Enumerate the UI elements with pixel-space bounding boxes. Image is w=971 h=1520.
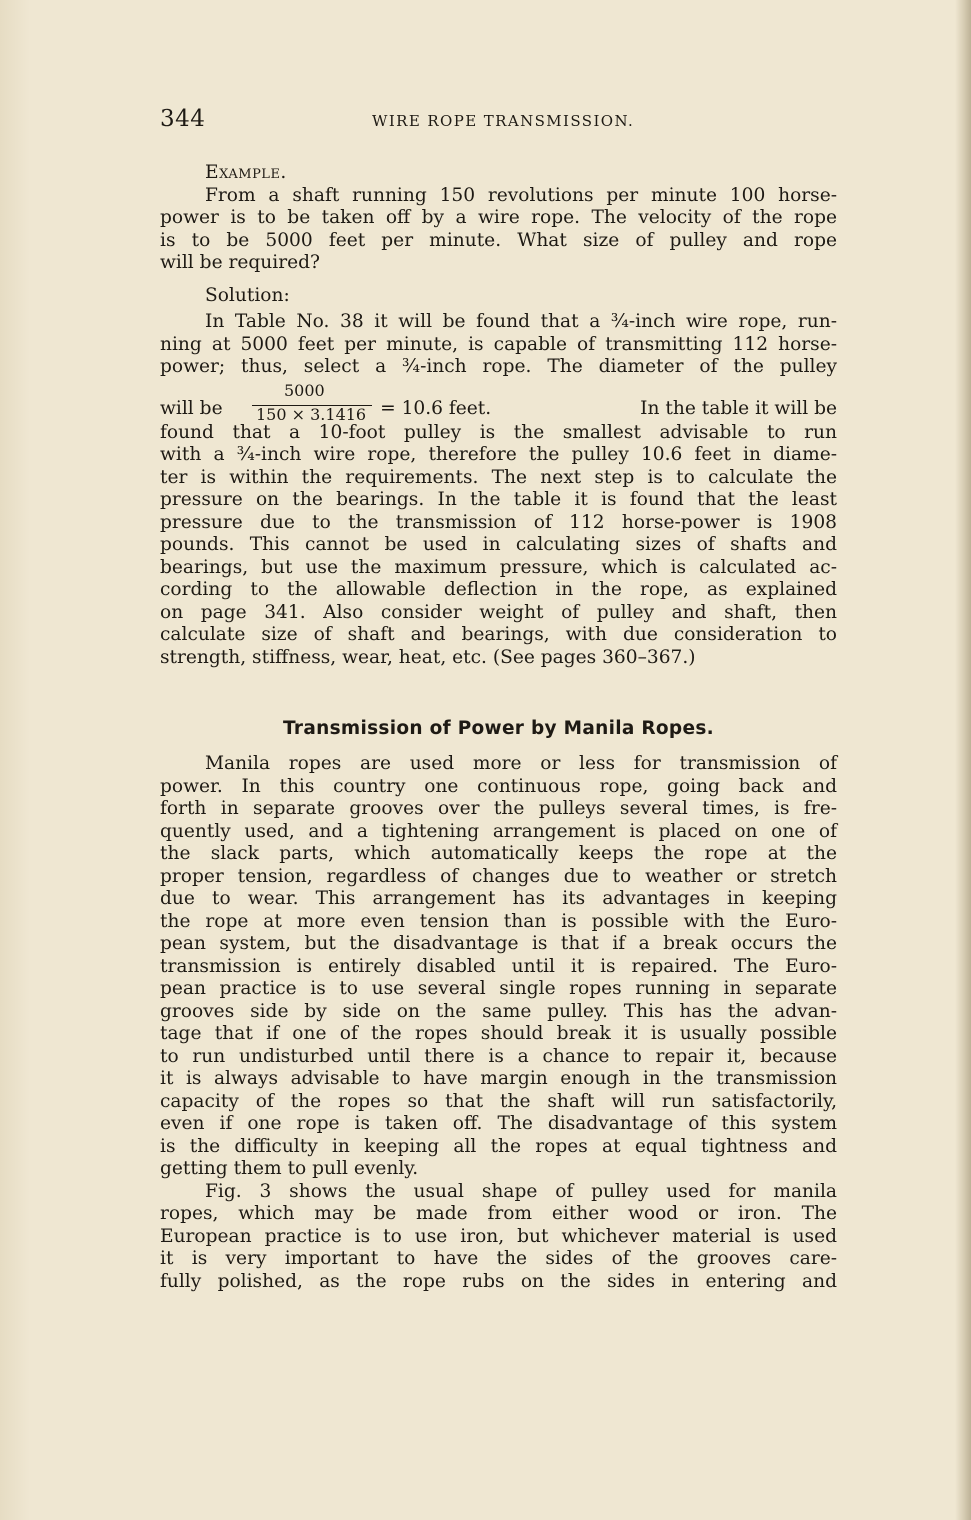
equation-denominator: 150 × 3.1416 [252,405,372,423]
text-line: power. In this country one continuous rope, going back and [160,775,837,797]
text-line: capacity of the ropes so that the shaft will run satisfactorily, [160,1090,837,1112]
page-shadow-left [0,0,30,1520]
equation-lead: will be [160,397,223,419]
text-line: bearings, but use the maximum pressure, which is calculated ac- [160,556,837,578]
text-line: Fig. 3 shows the usual shape of pulley used for manila [205,1180,837,1202]
text-line: it is very important to have the sides of the grooves care- [160,1248,837,1269]
page-edge-right [955,0,971,1520]
text-line: proper tension, regardless of changes due to weather or stretch [160,865,837,887]
text-line: the slack parts, which automatically keeps the rope at the [160,843,837,864]
text-line: Manila ropes are used more or less for transmission of [205,753,837,774]
solution-label: Solution: [205,284,290,306]
text-line: tage that if one of the ropes should break it is usually possible [160,1023,837,1044]
text-line: From a shaft running 150 revolutions per minute 100 horse- [205,184,837,206]
running-title: WIRE ROPE TRANSMISSION. [372,112,635,130]
text-line: will be required? [160,252,320,273]
text-line: pean system, but the disadvantage is that if a break occurs the [160,933,837,954]
running-head [160,106,840,136]
text-line: even if one rope is taken off. The disadvantage of this system [160,1113,837,1134]
text-line: pressure due to the transmission of 112 horse-power is 1908 [160,511,837,533]
text-line: found that a 10-foot pulley is the smallest advisable to run [160,421,837,443]
example-label: Example. [205,162,287,183]
text-line: the rope at more even tension than is possible with the Euro- [160,910,837,932]
equation-result: = 10.6 feet. [380,397,492,419]
text-line: calculate size of shaft and bearings, with due consideration to [160,624,837,645]
equation-line [160,398,837,422]
text-line: strength, stiffness, wear, heat, etc. (See pages 360–367.) [160,646,696,668]
text-line: power; thus, select a ¾-inch rope. The diameter of the pulley [160,356,837,377]
text-line: quently used, and a tightening arrangement is placed on one of [160,820,837,842]
equation-numerator: 5000 [284,380,325,400]
text-line: forth in separate grooves over the pulleys several times, is fre- [160,798,837,819]
text-line: ropes, which may be made from either wood or iron. The [160,1203,837,1224]
text-line: pounds. This cannot be used in calculating sizes of shafts and [160,534,837,555]
text-line: it is always advisable to have margin enough in the transmission [160,1068,837,1089]
text-line: ter is within the requirements. The next step is to calculate the [160,466,837,488]
text-line: due to wear. This arrangement has its advantages in keeping [160,888,837,909]
text-line: European practice is to use iron, but whichever material is used [160,1225,837,1247]
text-line: with a ¾-inch wire rope, therefore the pulley 10.6 feet in diame- [160,444,837,465]
text-line: is the difficulty in keeping all the ropes at equal tightness and [160,1135,837,1157]
section-heading: Transmission of Power by Manila Ropes. [283,718,714,739]
text-line: is to be 5000 feet per minute. What size of pulley and rope [160,229,837,251]
text-line: In Table No. 38 it will be found that a ¾-inch wire rope, run- [205,311,837,332]
text-line: fully polished, as the rope rubs on the sides in entering and [160,1270,837,1292]
text-line: power is to be taken off by a wire rope. The velocity of the rope [160,207,837,228]
text-line: pressure on the bearings. In the table it is found that the least [160,489,837,510]
text-line: cording to the allowable deflection in the rope, as explained [160,579,837,600]
page-number: 344 [160,106,206,132]
manila-ropes-block [160,753,837,1293]
text-line: transmission is entirely disabled until it is repaired. The Euro- [160,955,837,977]
text-line: on page 341. Also consider weight of pulley and shaft, then [160,601,837,623]
text-line: pean practice is to use several single ropes running in separate [160,978,837,999]
text-line: getting them to pull evenly. [160,1158,419,1179]
text-line: grooves side by side on the same pulley. This has the advan- [160,1000,837,1022]
example-block [160,162,837,669]
text-line: ning at 5000 feet per minute, is capable of transmitting 112 horse- [160,333,837,355]
equation-trail: In the table it will be [640,397,837,419]
text-line: to run undisturbed until there is a chance to repair it, because [160,1045,837,1067]
